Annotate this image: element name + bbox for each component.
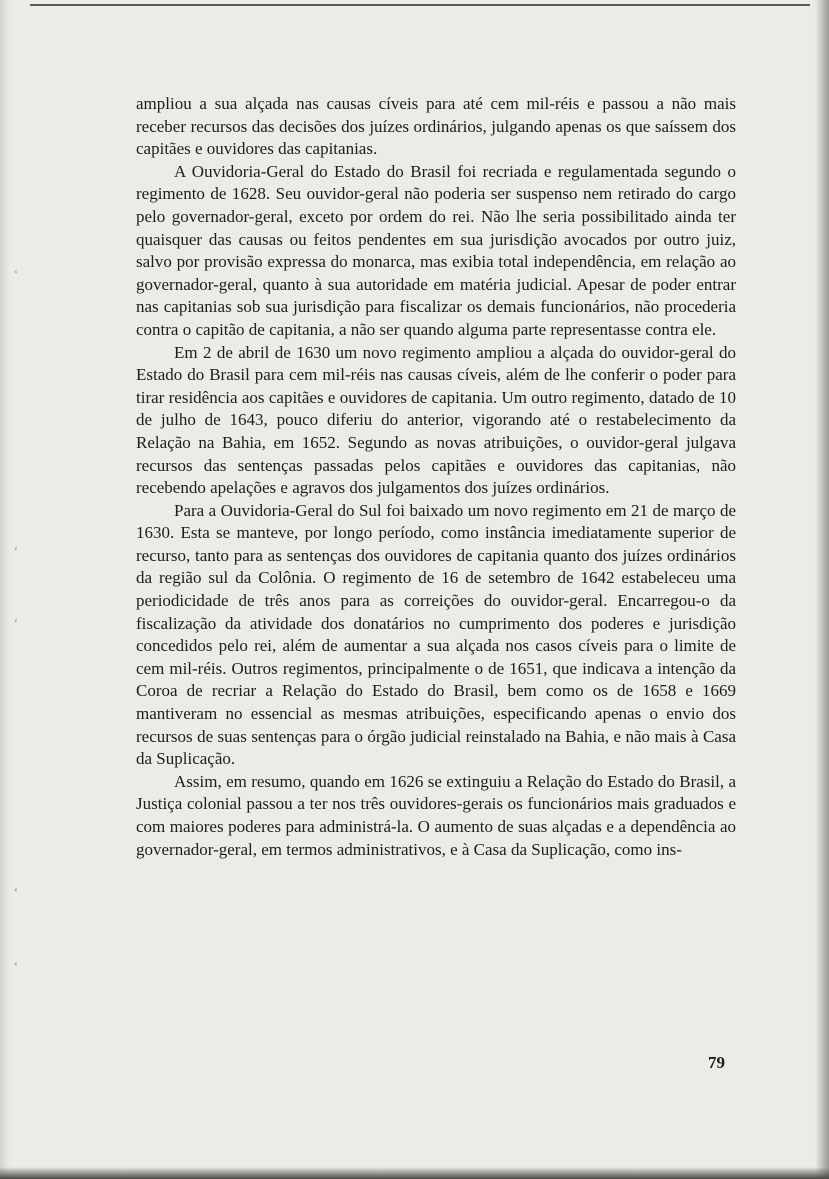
page-number: 79 <box>708 1053 725 1072</box>
paragraph-resumo: Assim, em resumo, quando em 1626 se extinguiu a Relação do Estado do Brasil, a Justiça colonial passou a ter nos três ouvidores-gerais os funcionários mais graduados e com maiores poderes para administrá-la. O aumento de suas alçadas e a dependência ao governador-geral, em termos administrativos, e à Casa da Suplicação, como ins- <box>136 771 736 859</box>
paragraph-ouvidoria-estado-brasil: A Ouvidoria-Geral do Estado do Brasil foi recriada e regulamentada segundo o regimento de 1628. Seu ouvidor-geral não poderia ser suspenso nem retirado do cargo pelo governador-geral, exceto por ordem do rei. Não lhe seria possibilitado ainda ter quaisquer das causas ou feitos pendentes em sua jurisdição avocados por outro juiz, salvo por provisão expressa do monarca, mas exibia total independência, em relação ao governador-geral, quanto à sua autoridade em matéria judicial. Apesar de poder entrar nas capitanias sob sua jurisdição para fiscalizar os demais funcionários, não procederia contra o capitão de capitania, a não ser quando alguma parte representasse contra ele. <box>136 161 736 339</box>
margin-bleed-mark: ʻ <box>14 267 18 281</box>
scan-edge-right <box>815 0 829 1179</box>
margin-bleed-mark: ʻ <box>14 616 18 630</box>
scan-edge-bottom <box>0 1167 829 1179</box>
body-text <box>136 93 736 861</box>
paragraph-continuation: ampliou a sua alçada nas causas cíveis para até cem mil-réis e passou a não mais receber recursos das decisões dos juízes ordinários, julgando apenas os que saíssem dos capitães e ouvidores das capitanias. <box>136 94 736 159</box>
margin-bleed-mark: ʻ <box>14 544 18 558</box>
margin-bleed-mark: ʻ <box>14 959 18 973</box>
paragraph-regimento-1630: Em 2 de abril de 1630 um novo regimento ampliou a alçada do ouvidor-geral do Estado do Brasil para cem mil-réis nas causas cíveis, além de lhe conferir o poder para tirar residência aos capitães e ouvidores de capitania. Um outro regimento, datado de 10 de julho de 1643, pouco diferiu do anterior, vigorando até o restabelecimento da Relação na Bahia, em 1652. Segundo as novas atribuições, o ouvidor-geral julgava recursos das sentenças passadas pelos capitães e ouvidores das capitanias, não recebendo apelações e agravos dos julgamentos dos juízes ordinários. <box>136 342 736 498</box>
paragraph-ouvidoria-sul: Para a Ouvidoria-Geral do Sul foi baixado um novo regimento em 21 de março de 1630. Esta se manteve, por longo período, como instância imediatamente superior de recurso, tanto para as sentenças dos ouvidores de capitania quanto dos juízes ordinários da região sul da Colônia. O regimento de 16 de setembro de 1642 estabeleceu uma periodicidade de três anos para as correições do ouvidor-geral. Encarregou-o da fiscalização da atividade dos donatários no cumprimento dos poderes e jurisdição concedidos pelo rei, além de aumentar a sua alçada nos casos cíveis para o limite de cem mil-réis. Outros regimentos, principalmente o de 1651, que indicava a intenção da Coroa de recriar a Relação do Estado do Brasil, bem como os de 1658 e 1669 mantiveram no essencial as mesmas atribuições, especificando apenas o envio dos recursos de suas sentenças para o órgão judicial reinstalado na Bahia, e não mais à Casa da Suplicação. <box>136 500 736 769</box>
scan-edge-top <box>30 4 810 6</box>
margin-bleed-mark: ʻ <box>14 885 18 899</box>
scan-edge-left <box>0 0 10 1179</box>
